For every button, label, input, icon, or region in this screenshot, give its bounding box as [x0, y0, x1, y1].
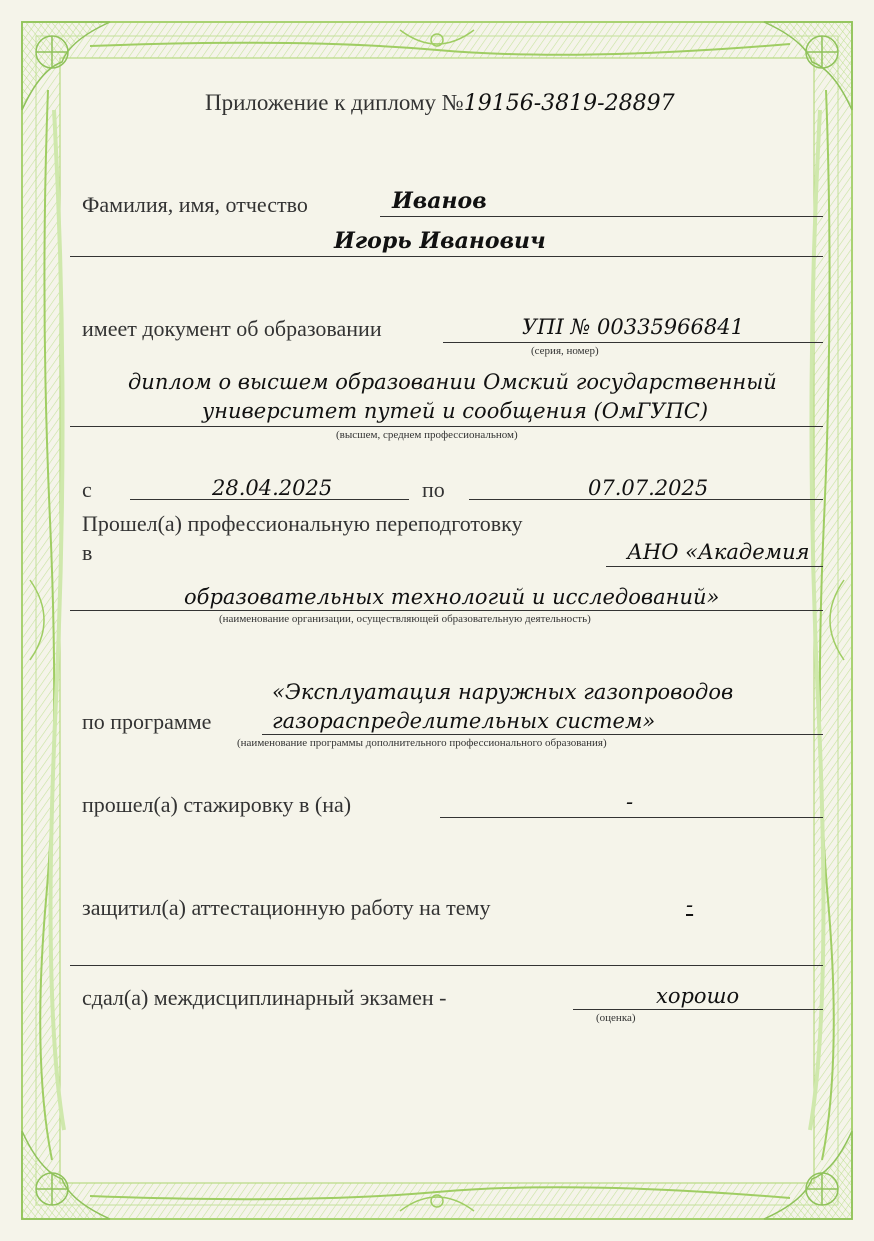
education-doc-description-caption: (высшем, среднем профессиональном) [336, 429, 518, 441]
retraining-label-line1: Прошел(а) профессиональную переподготовку [82, 511, 523, 536]
program-name-line1: «Эксплуатация наружных газопроводов [272, 680, 734, 704]
retraining-org-line1-underline [606, 566, 823, 567]
program-name-underline [262, 734, 823, 735]
period-from-value: 28.04.2025 [212, 476, 333, 500]
education-doc-number-underline [443, 342, 823, 343]
period-to-label: по [422, 477, 445, 502]
program-label: по программе [82, 709, 212, 734]
education-doc-number: УПI № 00335966841 [522, 315, 744, 339]
internship-value: - [626, 790, 634, 814]
education-doc-description-line2: университет путей и сообщения (ОмГУПС) [202, 399, 709, 423]
internship-underline [440, 817, 823, 818]
period-from-label: с [82, 477, 92, 502]
retraining-org-underline [70, 610, 823, 611]
education-doc-label: имеет документ об образовании [82, 316, 382, 341]
supplement-header [205, 90, 675, 116]
name-underline [70, 256, 823, 257]
retraining-label-line2: в [82, 540, 93, 565]
retraining-org-caption: (наименование организации, осуществляющей образовательную деятельность) [219, 613, 591, 625]
program-caption: (наименование программы дополнительного профессионального образования) [237, 737, 607, 749]
exam-grade: хорошо [656, 984, 740, 1008]
education-doc-description-line1: диплом о высшем образовании Омский государственный [128, 370, 777, 394]
name-patronymic-value: Игорь Иванович [334, 228, 546, 254]
period-from-underline [130, 499, 409, 500]
header-prefix: Приложение к диплому № [205, 90, 464, 115]
education-doc-description-underline [70, 426, 823, 427]
thesis-underline [70, 965, 823, 966]
retraining-org-line2: образовательных технологий и исследований» [184, 585, 720, 609]
exam-grade-underline [573, 1009, 823, 1010]
thesis-value: - [686, 893, 694, 917]
fio-label: Фамилия, имя, отчество [82, 192, 308, 217]
period-to-value: 07.07.2025 [588, 476, 709, 500]
surname-value: Иванов [392, 188, 487, 214]
retraining-org-line1: АНО «Академия [627, 540, 810, 564]
program-name-line2: газораспределительных систем» [272, 709, 656, 733]
period-to-underline [469, 499, 823, 500]
exam-label: сдал(а) междисциплинарный экзамен - [82, 985, 447, 1010]
surname-underline [380, 216, 823, 217]
diploma-number: 19156-3819-28897 [463, 91, 675, 116]
education-doc-number-caption: (серия, номер) [531, 345, 599, 357]
thesis-label: защитил(а) аттестационную работу на тему [82, 895, 491, 920]
exam-grade-caption: (оценка) [596, 1012, 636, 1024]
internship-label: прошел(а) стажировку в (на) [82, 792, 352, 817]
